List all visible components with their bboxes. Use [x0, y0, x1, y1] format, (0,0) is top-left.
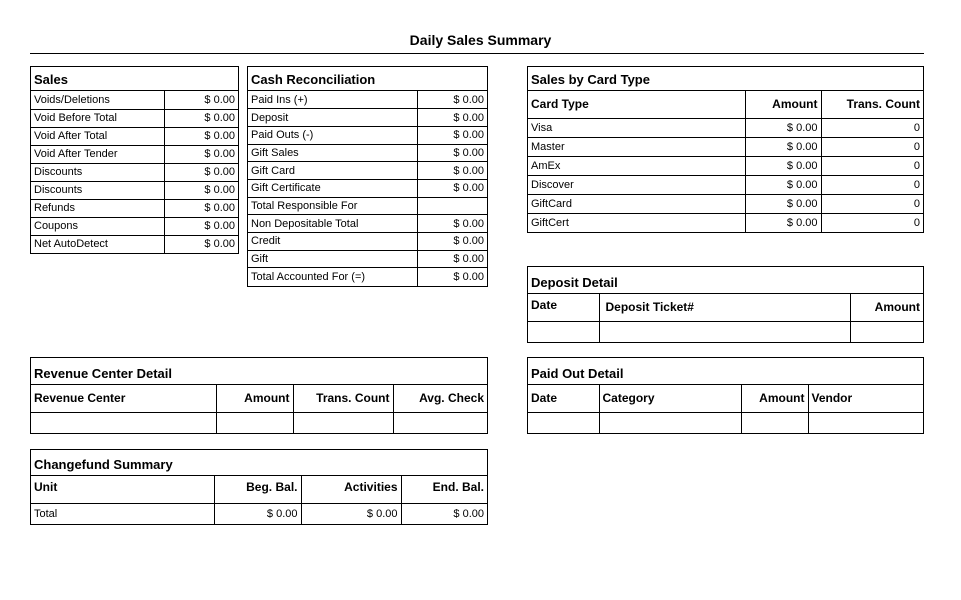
deposit-cell — [850, 321, 923, 342]
sales-row — [31, 235, 238, 253]
paid-out-title: Paid Out Detail — [528, 358, 923, 385]
deposit-header-amount: Amount — [850, 294, 923, 321]
sales-title: Sales — [31, 67, 238, 91]
changefund-header-row — [31, 476, 487, 503]
paid-out-empty-row — [528, 412, 923, 433]
card-type-header-row — [528, 91, 923, 118]
cash-row-label: Gift Card — [248, 162, 417, 180]
paid-out-header-row — [528, 385, 923, 412]
card-type-count: 0 — [821, 213, 923, 232]
title-divider — [30, 53, 924, 54]
cash-reconciliation-table — [248, 91, 487, 286]
cash-row-value: $ 0.00 — [417, 233, 487, 251]
deposit-detail-section — [527, 266, 924, 343]
sales-row-label: Discounts — [31, 163, 164, 181]
changefund-section — [30, 449, 488, 525]
sales-row-label: Refunds — [31, 199, 164, 217]
cash-row-label: Gift — [248, 250, 417, 268]
sales-row — [31, 217, 238, 235]
card-type-title: Sales by Card Type — [528, 67, 923, 91]
card-type-name: Master — [528, 137, 745, 156]
cash-row-value: $ 0.00 — [417, 91, 487, 109]
deposit-header-date: Date — [528, 294, 599, 321]
paid-out-cell — [808, 412, 923, 433]
card-type-count: 0 — [821, 137, 923, 156]
cash-row — [248, 179, 487, 197]
cash-row-label: Non Depositable Total — [248, 215, 417, 233]
changefund-header-beg: Beg. Bal. — [214, 476, 301, 503]
cash-row-value: $ 0.00 — [417, 179, 487, 197]
card-type-name: GiftCard — [528, 194, 745, 213]
card-type-name: Visa — [528, 118, 745, 137]
revenue-header-count: Trans. Count — [293, 385, 393, 412]
sales-row-label: Void Before Total — [31, 109, 164, 127]
changefund-title: Changefund Summary — [31, 450, 487, 476]
card-type-row — [528, 175, 923, 194]
cash-reconciliation-title: Cash Reconciliation — [248, 67, 487, 91]
cash-row-value: $ 0.00 — [417, 144, 487, 162]
cash-reconciliation-section — [247, 66, 488, 287]
cash-row-label: Deposit — [248, 109, 417, 127]
cash-row-label: Credit — [248, 233, 417, 251]
paid-out-section — [527, 357, 924, 434]
sales-row-label: Void After Tender — [31, 145, 164, 163]
sales-table — [31, 91, 238, 253]
revenue-header-center: Revenue Center — [31, 385, 216, 412]
card-type-header-count: Trans. Count — [821, 91, 923, 118]
sales-row — [31, 127, 238, 145]
sales-row — [31, 91, 238, 109]
sales-row-value: $ 0.00 — [164, 235, 238, 253]
sales-row-label: Discounts — [31, 181, 164, 199]
changefund-header-end: End. Bal. — [401, 476, 487, 503]
changefund-beg: $ 0.00 — [214, 503, 301, 524]
paid-out-header-amount: Amount — [741, 385, 808, 412]
card-type-table — [528, 91, 923, 232]
deposit-header-ticket: Deposit Ticket# — [599, 294, 850, 321]
revenue-header-amount: Amount — [216, 385, 293, 412]
sales-row — [31, 109, 238, 127]
paid-out-cell — [741, 412, 808, 433]
card-type-row — [528, 137, 923, 156]
sales-row-label: Net AutoDetect — [31, 235, 164, 253]
changefund-row — [31, 503, 487, 524]
revenue-empty-row — [31, 412, 487, 433]
card-type-row — [528, 213, 923, 232]
card-type-row — [528, 118, 923, 137]
card-type-count: 0 — [821, 175, 923, 194]
card-type-count: 0 — [821, 156, 923, 175]
cash-row-value: $ 0.00 — [417, 162, 487, 180]
cash-row-label: Paid Outs (-) — [248, 126, 417, 144]
card-type-amount: $ 0.00 — [745, 213, 821, 232]
revenue-center-table — [31, 385, 487, 433]
cash-row — [248, 91, 487, 109]
changefund-header-unit: Unit — [31, 476, 214, 503]
cash-row-value — [417, 197, 487, 215]
changefund-header-activities: Activities — [301, 476, 401, 503]
revenue-cell — [293, 412, 393, 433]
revenue-cell — [393, 412, 487, 433]
paid-out-header-vendor: Vendor — [808, 385, 923, 412]
cash-row — [248, 215, 487, 233]
sales-row-value: $ 0.00 — [164, 199, 238, 217]
card-type-header-amount: Amount — [745, 91, 821, 118]
card-type-row — [528, 156, 923, 175]
cash-row-value: $ 0.00 — [417, 109, 487, 127]
revenue-cell — [31, 412, 216, 433]
sales-section — [30, 66, 239, 254]
cash-row — [248, 233, 487, 251]
report-title: Daily Sales Summary — [409, 32, 552, 48]
cash-row — [248, 197, 487, 215]
sales-row-label: Coupons — [31, 217, 164, 235]
changefund-end: $ 0.00 — [401, 503, 487, 524]
cash-row-label: Paid Ins (+) — [248, 91, 417, 109]
sales-row-value: $ 0.00 — [164, 109, 238, 127]
sales-row — [31, 181, 238, 199]
revenue-center-title: Revenue Center Detail — [31, 358, 487, 385]
deposit-detail-title: Deposit Detail — [528, 267, 923, 294]
card-type-name: Discover — [528, 175, 745, 194]
cash-row — [248, 109, 487, 127]
card-type-header-type: Card Type — [528, 91, 745, 118]
cash-row-value: $ 0.00 — [417, 250, 487, 268]
cash-row-value: $ 0.00 — [417, 126, 487, 144]
changefund-activities: $ 0.00 — [301, 503, 401, 524]
cash-row — [248, 126, 487, 144]
paid-out-table — [528, 385, 923, 433]
paid-out-header-date: Date — [528, 385, 599, 412]
paid-out-cell — [528, 412, 599, 433]
cash-row-label: Total Accounted For (=) — [248, 268, 417, 286]
sales-row-label: Voids/Deletions — [31, 91, 164, 109]
card-type-amount: $ 0.00 — [745, 118, 821, 137]
cash-row-value: $ 0.00 — [417, 268, 487, 286]
revenue-header-avg: Avg. Check — [393, 385, 487, 412]
changefund-unit: Total — [31, 503, 214, 524]
deposit-header-row — [528, 294, 923, 321]
sales-row-value: $ 0.00 — [164, 127, 238, 145]
revenue-cell — [216, 412, 293, 433]
deposit-empty-row — [528, 321, 923, 342]
deposit-cell — [528, 321, 599, 342]
sales-row — [31, 163, 238, 181]
cash-row-label: Gift Sales — [248, 144, 417, 162]
card-type-amount: $ 0.00 — [745, 156, 821, 175]
sales-row-value: $ 0.00 — [164, 91, 238, 109]
cash-row — [248, 144, 487, 162]
card-type-name: GiftCert — [528, 213, 745, 232]
deposit-detail-table — [528, 294, 923, 342]
cash-row — [248, 162, 487, 180]
sales-row-label: Void After Total — [31, 127, 164, 145]
cash-row-label: Gift Certificate — [248, 179, 417, 197]
deposit-cell — [599, 321, 850, 342]
sales-row-value: $ 0.00 — [164, 163, 238, 181]
card-type-amount: $ 0.00 — [745, 175, 821, 194]
revenue-center-section — [30, 357, 488, 434]
card-type-count: 0 — [821, 118, 923, 137]
changefund-table — [31, 476, 487, 524]
sales-row — [31, 199, 238, 217]
paid-out-cell — [599, 412, 741, 433]
card-type-amount: $ 0.00 — [745, 137, 821, 156]
sales-row-value: $ 0.00 — [164, 217, 238, 235]
cash-row-value: $ 0.00 — [417, 215, 487, 233]
revenue-header-row — [31, 385, 487, 412]
card-type-count: 0 — [821, 194, 923, 213]
sales-row-value: $ 0.00 — [164, 145, 238, 163]
sales-row-value: $ 0.00 — [164, 181, 238, 199]
cash-row — [248, 268, 487, 286]
sales-row — [31, 145, 238, 163]
card-type-row — [528, 194, 923, 213]
cash-row-label: Total Responsible For — [248, 197, 417, 215]
cash-row — [248, 250, 487, 268]
card-type-name: AmEx — [528, 156, 745, 175]
paid-out-header-category: Category — [599, 385, 741, 412]
card-type-amount: $ 0.00 — [745, 194, 821, 213]
card-type-section — [527, 66, 924, 233]
